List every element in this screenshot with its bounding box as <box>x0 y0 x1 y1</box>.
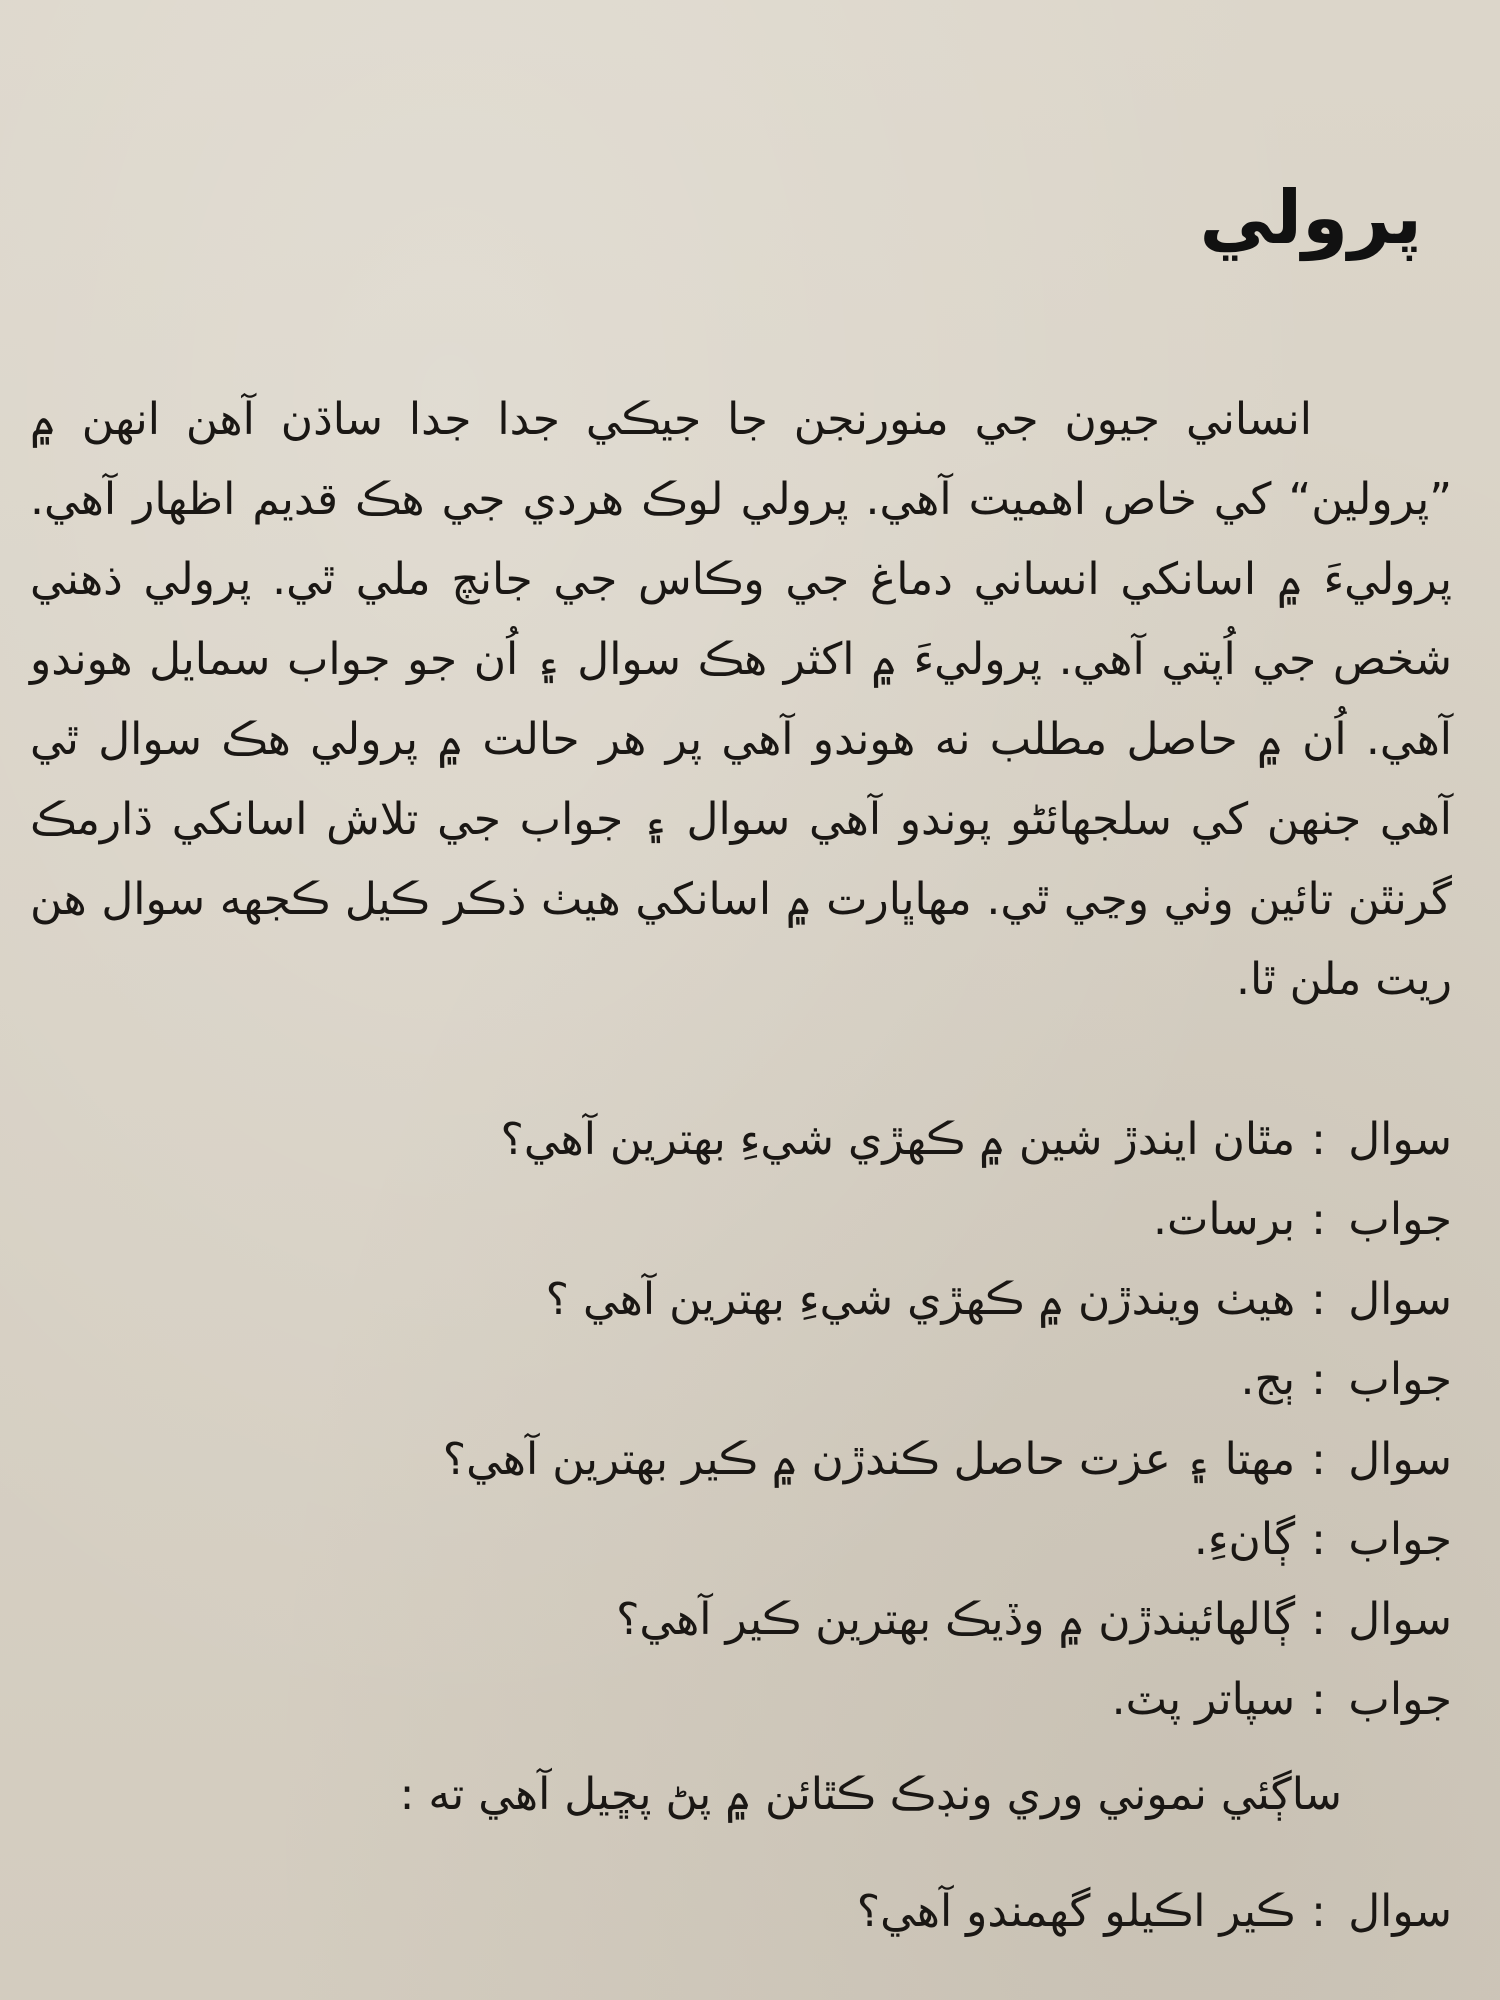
qa-text: ڪير اڪيلو گهمندو آهي؟ <box>856 1886 1296 1937</box>
qa-label: سوال <box>1348 1594 1452 1645</box>
qa-text: برسات. <box>1152 1194 1296 1245</box>
last-question <box>857 1872 1452 1952</box>
qa-label: سوال <box>1348 1274 1452 1325</box>
qa-line <box>30 1340 1452 1420</box>
qa-label: جواب <box>1348 1354 1452 1405</box>
closing-text: ساڳئي نموني وري ونڊڪ ڪٿائن ۾ پڻ پڇيل آهي ته : <box>399 1769 1342 1820</box>
qa-label: سوال <box>1348 1114 1452 1165</box>
question-answer-list <box>30 1100 1452 1740</box>
qa-text: سپاتر پٽ. <box>1111 1674 1296 1725</box>
qa-label: جواب <box>1348 1674 1452 1725</box>
qa-line <box>30 1660 1452 1740</box>
qa-line <box>30 1500 1452 1580</box>
qa-line <box>30 1100 1452 1180</box>
qa-label: جواب <box>1348 1514 1452 1565</box>
qa-separator: : <box>1311 1434 1326 1485</box>
qa-text: ٻج. <box>1240 1354 1296 1405</box>
qa-separator: : <box>1311 1114 1326 1165</box>
intro-paragraph <box>30 380 1452 1020</box>
qa-separator: : <box>1311 1886 1326 1937</box>
qa-separator: : <box>1311 1354 1326 1405</box>
qa-separator: : <box>1311 1594 1326 1645</box>
qa-text: مهتا ۽ عزت حاصل ڪندڙن ۾ ڪير بهترين آهي؟ <box>442 1434 1296 1485</box>
qa-text: مٿان ايندڙ شين ۾ ڪهڙي شيءِ بهترين آهي؟ <box>500 1114 1296 1165</box>
page-title: پرولي <box>1199 175 1422 261</box>
qa-text: ڳانءِ. <box>1193 1514 1296 1565</box>
qa-text: هيٺ ويندڙن ۾ ڪهڙي شيءِ بهترين آهي ؟ <box>545 1274 1296 1325</box>
qa-line <box>30 1260 1452 1340</box>
qa-separator: : <box>1311 1274 1326 1325</box>
intro-paragraph-text: انساني جيون جي منورنجن جا جيڪي جدا جدا ساڌن آهن انهن ۾ ”پرولين“ کي خاص اهميت آهي. پرولي لوڪ هردي جي هڪ قديم اظهار آهي. پروليءَ ۾ اسانکي انساني دماغ جي وڪاس جي جانچ ملي ٿي. پرولي ذهني شخص جي اُپتي آهي. پروليءَ ۾ اکثر هڪ سوال ۽ اُن جو جواب سمايل هوندو آهي. اُن ۾ حاصل مطلب نه هوندو آهي پر هر حالت ۾ پرولي هڪ سوال ٿي آهي جنهن کي سلجهائڻو پوندو آهي سوال ۽ جواب جي تلاش اسانکي ڌارمڪ گرنٿن تائين وٺي وڃي ٿي. مهاڀارت ۾ اسانکي هيٺ ذڪر ڪيل ڪجهه سوال هن ريت ملن ٿا. <box>30 394 1452 1005</box>
qa-line <box>30 1420 1452 1500</box>
qa-label: جواب <box>1348 1194 1452 1245</box>
qa-line <box>30 1180 1452 1260</box>
qa-label: سوال <box>1348 1434 1452 1485</box>
qa-line <box>30 1580 1452 1660</box>
qa-separator: : <box>1311 1674 1326 1725</box>
qa-separator: : <box>1311 1194 1326 1245</box>
qa-label: سوال <box>1348 1886 1452 1937</box>
qa-separator: : <box>1311 1514 1326 1565</box>
closing-line <box>30 1755 1452 1835</box>
qa-text: ڳالهائيندڙن ۾ وڏيڪ بهترين ڪير آهي؟ <box>616 1594 1296 1645</box>
